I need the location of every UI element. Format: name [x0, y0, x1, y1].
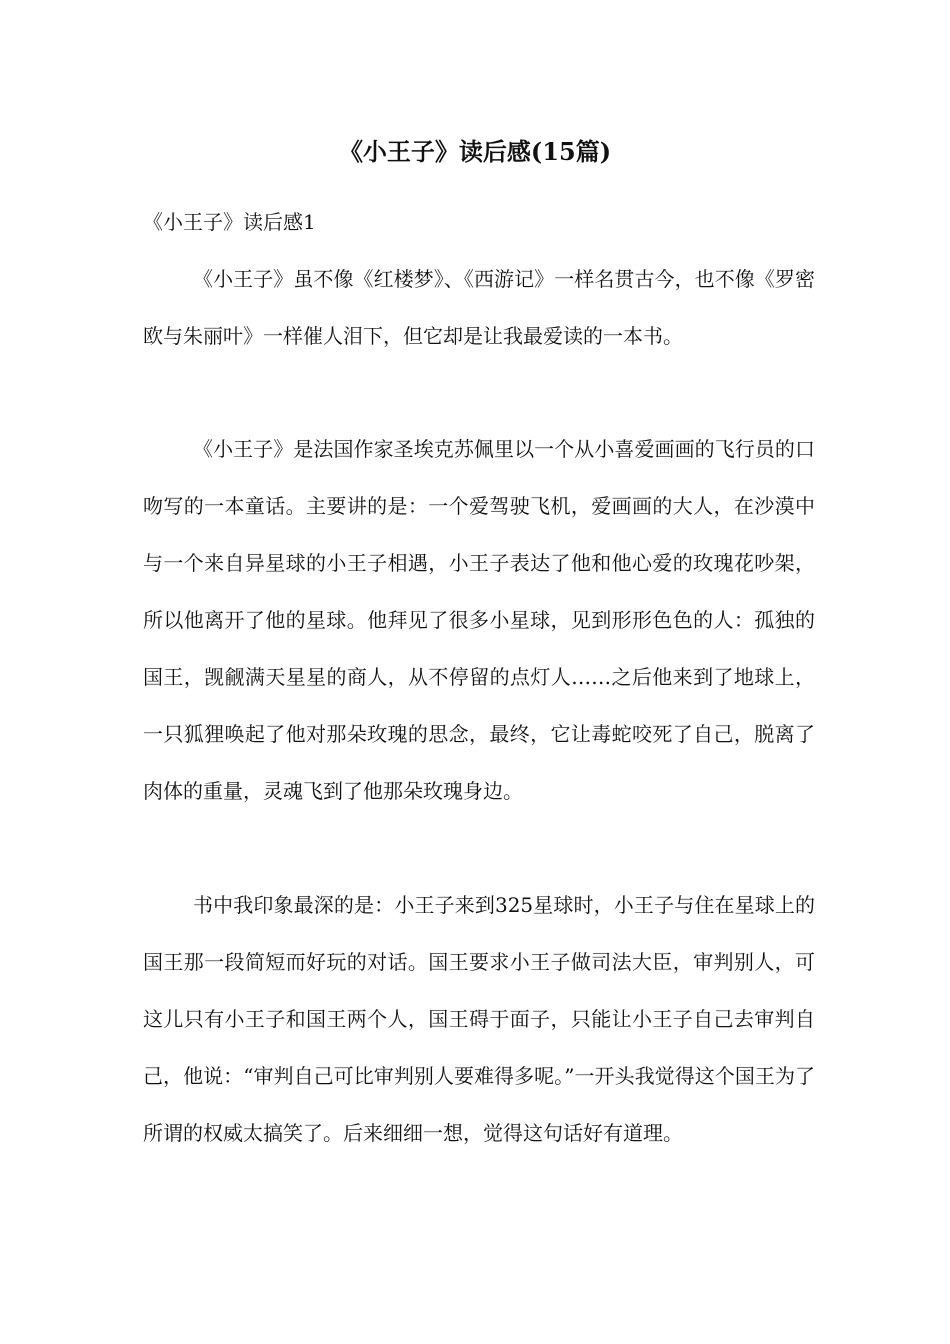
- paragraph-3: 书中我印象最深的是：小王子来到325星球时，小王子与住在星球上的国王那一段简短而好玩的对话。国王要求小王子做司法大臣，审判别人，可这儿只有小王子和国王两个人，国王碍于面子，只能让小王子自己去审判自己，他说：“审判自己可比审判别人要难得多呢。”一开头我觉得这个国王为了所谓的权威太搞笑了。后来细细一想，觉得这句话好有道理。: [143, 893, 815, 1145]
- section-heading: 《小王子》读后感1: [143, 210, 316, 234]
- document-title: 《小王子》读后感(15篇): [338, 137, 612, 166]
- paragraph-1: 《小王子》虽不像《红楼梦》、《西游记》一样名贯古今，也不像《罗密欧与朱丽叶》一样催人泪下，但它却是让我最爱读的一本书。: [143, 267, 815, 348]
- paragraph-2: 《小王子》是法国作家圣埃克苏佩里以一个从小喜爱画画的飞行员的口吻写的一本童话。主要讲的是：一个爱驾驶飞机，爱画画的大人，在沙漠中与一个来自异星球的小王子相遇，小王子表达了他和他心爱的玫瑰花吵架，所以他离开了他的星球。他拜见了很多小星球，见到形形色色的人：孤独的国王，觊觎满天星星的商人，从不停留的点灯人……之后他来到了地球上，一只狐狸唤起了他对那朵玫瑰的思念，最终，它让毒蛇咬死了自己，脱离了肉体的重量，灵魂飞到了他那朵玫瑰身边。: [143, 437, 815, 803]
